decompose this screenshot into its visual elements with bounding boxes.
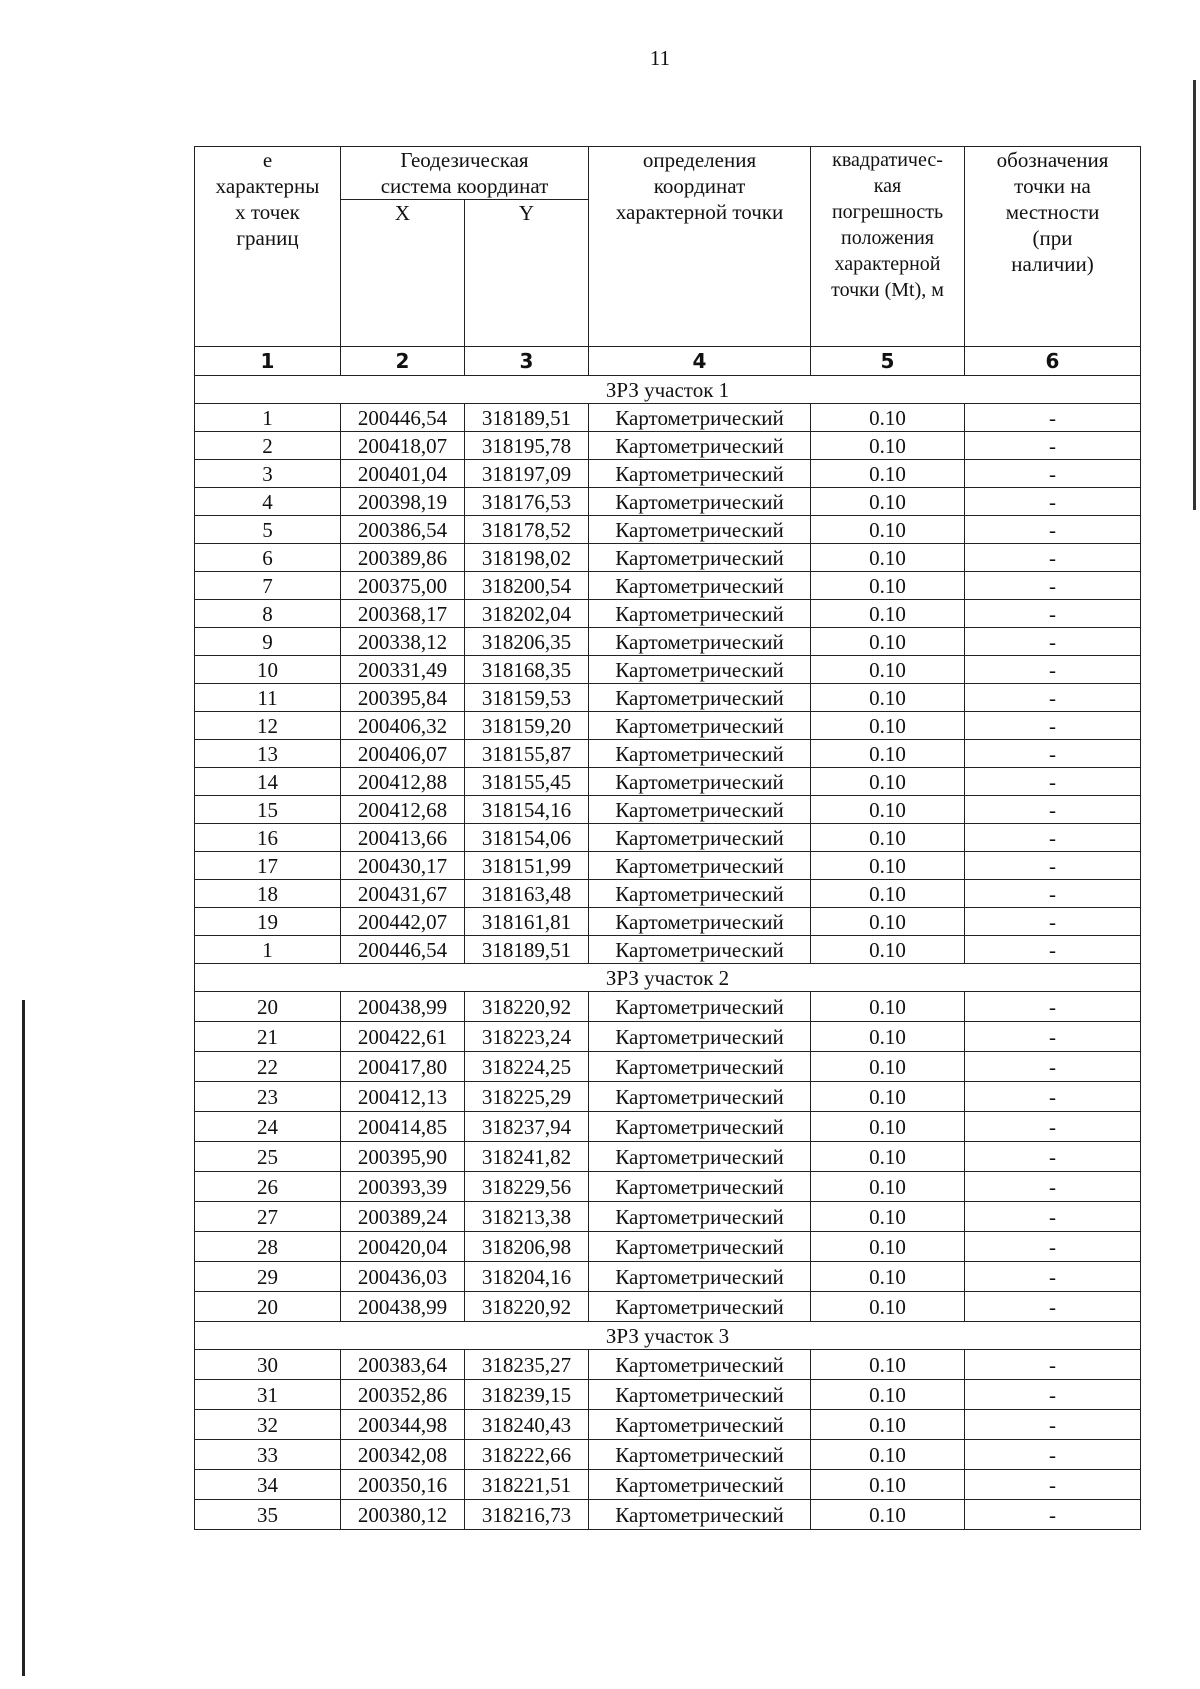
accuracy-cell: 0.10 [811, 740, 965, 768]
table-row [195, 460, 1141, 488]
table-row [195, 432, 1141, 460]
method-cell: Картометрический [589, 880, 811, 908]
method-cell: Картометрический [589, 1052, 811, 1082]
column-number: 5 [811, 347, 965, 376]
table-row [195, 1202, 1141, 1232]
point-number-cell: 1 [195, 936, 341, 964]
header-x: X [341, 200, 465, 347]
x-coordinate-cell: 200380,12 [341, 1500, 465, 1530]
y-coordinate-cell: 318206,35 [465, 628, 589, 656]
x-coordinate-cell: 200420,04 [341, 1232, 465, 1262]
point-number-cell: 35 [195, 1500, 341, 1530]
point-number-cell: 11 [195, 684, 341, 712]
table-row [195, 1082, 1141, 1112]
column-number: 2 [341, 347, 465, 376]
method-cell: Картометрический [589, 1380, 811, 1410]
x-coordinate-cell: 200422,61 [341, 1022, 465, 1052]
marking-cell: - [965, 684, 1141, 712]
marking-cell: - [965, 1082, 1141, 1112]
method-cell: Картометрический [589, 1470, 811, 1500]
y-coordinate-cell: 318224,25 [465, 1052, 589, 1082]
x-coordinate-cell: 200406,32 [341, 712, 465, 740]
x-coordinate-cell: 200342,08 [341, 1440, 465, 1470]
y-coordinate-cell: 318237,94 [465, 1112, 589, 1142]
marking-cell: - [965, 1232, 1141, 1262]
y-coordinate-cell: 318204,16 [465, 1262, 589, 1292]
table-row [195, 740, 1141, 768]
method-cell: Картометрический [589, 824, 811, 852]
accuracy-cell: 0.10 [811, 936, 965, 964]
marking-cell: - [965, 1440, 1141, 1470]
y-coordinate-cell: 318168,35 [465, 656, 589, 684]
table-row [195, 1172, 1141, 1202]
table-row [195, 1440, 1141, 1470]
accuracy-cell: 0.10 [811, 684, 965, 712]
marking-cell: - [965, 432, 1141, 460]
point-number-cell: 13 [195, 740, 341, 768]
y-coordinate-cell: 318241,82 [465, 1142, 589, 1172]
table-row [195, 1232, 1141, 1262]
x-coordinate-cell: 200344,98 [341, 1410, 465, 1440]
header-method: определения координат характерной точки [589, 147, 811, 347]
y-coordinate-cell: 318240,43 [465, 1410, 589, 1440]
table-row [195, 404, 1141, 432]
y-coordinate-cell: 318198,02 [465, 544, 589, 572]
marking-cell: - [965, 1262, 1141, 1292]
marking-cell: - [965, 1202, 1141, 1232]
point-number-cell: 15 [195, 796, 341, 824]
header-y: Y [465, 200, 589, 347]
y-coordinate-cell: 318151,99 [465, 852, 589, 880]
method-cell: Картометрический [589, 600, 811, 628]
y-coordinate-cell: 318154,16 [465, 796, 589, 824]
marking-cell: - [965, 1142, 1141, 1172]
y-coordinate-cell: 318206,98 [465, 1232, 589, 1262]
x-coordinate-cell: 200436,03 [341, 1262, 465, 1292]
y-coordinate-cell: 318176,53 [465, 488, 589, 516]
point-number-cell: 30 [195, 1350, 341, 1380]
table-row [195, 908, 1141, 936]
point-number-cell: 32 [195, 1410, 341, 1440]
accuracy-cell: 0.10 [811, 852, 965, 880]
accuracy-cell: 0.10 [811, 992, 965, 1022]
accuracy-cell: 0.10 [811, 460, 965, 488]
method-cell: Картометрический [589, 460, 811, 488]
table-row [195, 880, 1141, 908]
y-coordinate-cell: 318159,20 [465, 712, 589, 740]
marking-cell: - [965, 740, 1141, 768]
table-row [195, 1022, 1141, 1052]
section-header-row [195, 1322, 1141, 1350]
x-coordinate-cell: 200412,68 [341, 796, 465, 824]
x-coordinate-cell: 200414,85 [341, 1112, 465, 1142]
column-number: 4 [589, 347, 811, 376]
x-coordinate-cell: 200418,07 [341, 432, 465, 460]
method-cell: Картометрический [589, 1262, 811, 1292]
marking-cell: - [965, 852, 1141, 880]
accuracy-cell: 0.10 [811, 1470, 965, 1500]
marking-cell: - [965, 908, 1141, 936]
x-coordinate-cell: 200413,66 [341, 824, 465, 852]
point-number-cell: 8 [195, 600, 341, 628]
x-coordinate-cell: 200383,64 [341, 1350, 465, 1380]
marking-cell: - [965, 880, 1141, 908]
marking-cell: - [965, 1350, 1141, 1380]
marking-cell: - [965, 1410, 1141, 1440]
header-accuracy: квадратичес- кая погрешность положения характерной точки (Mt), м [811, 147, 965, 347]
accuracy-cell: 0.10 [811, 1142, 965, 1172]
method-cell: Картометрический [589, 1350, 811, 1380]
accuracy-cell: 0.10 [811, 768, 965, 796]
accuracy-cell: 0.10 [811, 824, 965, 852]
marking-cell: - [965, 712, 1141, 740]
x-coordinate-cell: 200386,54 [341, 516, 465, 544]
method-cell: Картометрический [589, 852, 811, 880]
method-cell: Картометрический [589, 908, 811, 936]
accuracy-cell: 0.10 [811, 572, 965, 600]
x-coordinate-cell: 200446,54 [341, 404, 465, 432]
method-cell: Картометрический [589, 1232, 811, 1262]
y-coordinate-cell: 318197,09 [465, 460, 589, 488]
table-row [195, 1262, 1141, 1292]
point-number-cell: 4 [195, 488, 341, 516]
point-number-cell: 20 [195, 992, 341, 1022]
x-coordinate-cell: 200431,67 [341, 880, 465, 908]
accuracy-cell: 0.10 [811, 1410, 965, 1440]
method-cell: Картометрический [589, 656, 811, 684]
method-cell: Картометрический [589, 432, 811, 460]
x-coordinate-cell: 200338,12 [341, 628, 465, 656]
marking-cell: - [965, 824, 1141, 852]
marking-cell: - [965, 992, 1141, 1022]
point-number-cell: 24 [195, 1112, 341, 1142]
method-cell: Картометрический [589, 684, 811, 712]
method-cell: Картометрический [589, 1440, 811, 1470]
x-coordinate-cell: 200393,39 [341, 1172, 465, 1202]
y-coordinate-cell: 318220,92 [465, 1292, 589, 1322]
y-coordinate-cell: 318195,78 [465, 432, 589, 460]
y-coordinate-cell: 318155,45 [465, 768, 589, 796]
point-number-cell: 10 [195, 656, 341, 684]
x-coordinate-cell: 200368,17 [341, 600, 465, 628]
section-title: ЗРЗ участок 2 [195, 964, 1141, 992]
x-coordinate-cell: 200375,00 [341, 572, 465, 600]
point-number-cell: 26 [195, 1172, 341, 1202]
point-number-cell: 25 [195, 1142, 341, 1172]
method-cell: Картометрический [589, 1500, 811, 1530]
method-cell: Картометрический [589, 796, 811, 824]
table-row [195, 516, 1141, 544]
x-coordinate-cell: 200406,07 [341, 740, 465, 768]
table-row [195, 992, 1141, 1022]
accuracy-cell: 0.10 [811, 908, 965, 936]
point-number-cell: 28 [195, 1232, 341, 1262]
section-header-row [195, 964, 1141, 992]
marking-cell: - [965, 488, 1141, 516]
x-coordinate-cell: 200430,17 [341, 852, 465, 880]
table-row [195, 768, 1141, 796]
accuracy-cell: 0.10 [811, 1500, 965, 1530]
marking-cell: - [965, 572, 1141, 600]
x-coordinate-cell: 200350,16 [341, 1470, 465, 1500]
x-coordinate-cell: 200401,04 [341, 460, 465, 488]
marking-cell: - [965, 600, 1141, 628]
method-cell: Картометрический [589, 1292, 811, 1322]
y-coordinate-cell: 318213,38 [465, 1202, 589, 1232]
marking-cell: - [965, 516, 1141, 544]
x-coordinate-cell: 200412,13 [341, 1082, 465, 1112]
y-coordinate-cell: 318222,66 [465, 1440, 589, 1470]
table-row [195, 572, 1141, 600]
marking-cell: - [965, 460, 1141, 488]
marking-cell: - [965, 1022, 1141, 1052]
point-number-cell: 18 [195, 880, 341, 908]
method-cell: Картометрический [589, 1112, 811, 1142]
point-number-cell: 5 [195, 516, 341, 544]
section-title: ЗРЗ участок 1 [195, 376, 1141, 404]
column-number: 3 [465, 347, 589, 376]
table-row [195, 1380, 1141, 1410]
accuracy-cell: 0.10 [811, 1292, 965, 1322]
accuracy-cell: 0.10 [811, 1262, 965, 1292]
marking-cell: - [965, 1172, 1141, 1202]
x-coordinate-cell: 200438,99 [341, 1292, 465, 1322]
table-row [195, 712, 1141, 740]
accuracy-cell: 0.10 [811, 1082, 965, 1112]
method-cell: Картометрический [589, 712, 811, 740]
point-number-cell: 6 [195, 544, 341, 572]
coordinates-table [194, 146, 1141, 1530]
y-coordinate-cell: 318235,27 [465, 1350, 589, 1380]
y-coordinate-cell: 318189,51 [465, 404, 589, 432]
method-cell: Картометрический [589, 936, 811, 964]
point-number-cell: 29 [195, 1262, 341, 1292]
x-coordinate-cell: 200331,49 [341, 656, 465, 684]
accuracy-cell: 0.10 [811, 880, 965, 908]
method-cell: Картометрический [589, 1022, 811, 1052]
table-row [195, 1500, 1141, 1530]
marking-cell: - [965, 1380, 1141, 1410]
y-coordinate-cell: 318229,56 [465, 1172, 589, 1202]
point-number-cell: 34 [195, 1470, 341, 1500]
y-coordinate-cell: 318221,51 [465, 1470, 589, 1500]
accuracy-cell: 0.10 [811, 1380, 965, 1410]
point-number-cell: 14 [195, 768, 341, 796]
x-coordinate-cell: 200446,54 [341, 936, 465, 964]
method-cell: Картометрический [589, 1082, 811, 1112]
accuracy-cell: 0.10 [811, 656, 965, 684]
y-coordinate-cell: 318159,53 [465, 684, 589, 712]
section-title: ЗРЗ участок 3 [195, 1322, 1141, 1350]
method-cell: Картометрический [589, 488, 811, 516]
x-coordinate-cell: 200417,80 [341, 1052, 465, 1082]
accuracy-cell: 0.10 [811, 488, 965, 516]
marking-cell: - [965, 796, 1141, 824]
accuracy-cell: 0.10 [811, 432, 965, 460]
table-row [195, 852, 1141, 880]
marking-cell: - [965, 768, 1141, 796]
table-row [195, 1470, 1141, 1500]
x-coordinate-cell: 200389,24 [341, 1202, 465, 1232]
y-coordinate-cell: 318189,51 [465, 936, 589, 964]
accuracy-cell: 0.10 [811, 404, 965, 432]
accuracy-cell: 0.10 [811, 1112, 965, 1142]
table-row [195, 1142, 1141, 1172]
x-coordinate-cell: 200395,84 [341, 684, 465, 712]
point-number-cell: 9 [195, 628, 341, 656]
table-row [195, 600, 1141, 628]
point-number-cell: 12 [195, 712, 341, 740]
point-number-cell: 16 [195, 824, 341, 852]
point-number-cell: 2 [195, 432, 341, 460]
x-coordinate-cell: 200395,90 [341, 1142, 465, 1172]
method-cell: Картометрический [589, 516, 811, 544]
y-coordinate-cell: 318223,24 [465, 1022, 589, 1052]
y-coordinate-cell: 318161,81 [465, 908, 589, 936]
column-number: 1 [195, 347, 341, 376]
marking-cell: - [965, 628, 1141, 656]
header-marking: обозначения точки на местности (при наличии) [965, 147, 1141, 347]
marking-cell: - [965, 656, 1141, 684]
y-coordinate-cell: 318163,48 [465, 880, 589, 908]
x-coordinate-cell: 200438,99 [341, 992, 465, 1022]
y-coordinate-cell: 318225,29 [465, 1082, 589, 1112]
y-coordinate-cell: 318202,04 [465, 600, 589, 628]
x-coordinate-cell: 200389,86 [341, 544, 465, 572]
marking-cell: - [965, 1500, 1141, 1530]
y-coordinate-cell: 318155,87 [465, 740, 589, 768]
point-number-cell: 17 [195, 852, 341, 880]
table-row [195, 656, 1141, 684]
point-number-cell: 31 [195, 1380, 341, 1410]
header-coordinate-system: Геодезическая система координат [341, 147, 589, 200]
point-number-cell: 21 [195, 1022, 341, 1052]
accuracy-cell: 0.10 [811, 1440, 965, 1470]
marking-cell: - [965, 1292, 1141, 1322]
method-cell: Картометрический [589, 1202, 811, 1232]
point-number-cell: 22 [195, 1052, 341, 1082]
scan-edge-line [22, 1000, 25, 1676]
y-coordinate-cell: 318200,54 [465, 572, 589, 600]
point-number-cell: 1 [195, 404, 341, 432]
y-coordinate-cell: 318239,15 [465, 1380, 589, 1410]
method-cell: Картометрический [589, 740, 811, 768]
accuracy-cell: 0.10 [811, 1350, 965, 1380]
method-cell: Картометрический [589, 1410, 811, 1440]
column-number: 6 [965, 347, 1141, 376]
point-number-cell: 19 [195, 908, 341, 936]
accuracy-cell: 0.10 [811, 1232, 965, 1262]
table-row [195, 1350, 1141, 1380]
method-cell: Картометрический [589, 572, 811, 600]
method-cell: Картометрический [589, 628, 811, 656]
table-row [195, 1292, 1141, 1322]
table-row [195, 544, 1141, 572]
table-body [195, 376, 1141, 1530]
accuracy-cell: 0.10 [811, 1052, 965, 1082]
accuracy-cell: 0.10 [811, 712, 965, 740]
table-row [195, 1052, 1141, 1082]
table-row [195, 824, 1141, 852]
table-row [195, 488, 1141, 516]
page-number: 11 [649, 46, 671, 70]
method-cell: Картометрический [589, 404, 811, 432]
point-number-cell: 3 [195, 460, 341, 488]
accuracy-cell: 0.10 [811, 600, 965, 628]
table-row [195, 796, 1141, 824]
accuracy-cell: 0.10 [811, 1022, 965, 1052]
x-coordinate-cell: 200442,07 [341, 908, 465, 936]
accuracy-cell: 0.10 [811, 544, 965, 572]
table-row [195, 684, 1141, 712]
marking-cell: - [965, 1052, 1141, 1082]
accuracy-cell: 0.10 [811, 516, 965, 544]
accuracy-cell: 0.10 [811, 1202, 965, 1232]
table-row [195, 1410, 1141, 1440]
header-point-number: е характерны х точек границ [195, 147, 341, 347]
marking-cell: - [965, 1112, 1141, 1142]
marking-cell: - [965, 404, 1141, 432]
x-coordinate-cell: 200398,19 [341, 488, 465, 516]
y-coordinate-cell: 318154,06 [465, 824, 589, 852]
table-row [195, 936, 1141, 964]
method-cell: Картометрический [589, 1172, 811, 1202]
method-cell: Картометрический [589, 768, 811, 796]
table-row [195, 628, 1141, 656]
y-coordinate-cell: 318216,73 [465, 1500, 589, 1530]
point-number-cell: 23 [195, 1082, 341, 1112]
marking-cell: - [965, 936, 1141, 964]
table-row [195, 1112, 1141, 1142]
accuracy-cell: 0.10 [811, 1172, 965, 1202]
point-number-cell: 27 [195, 1202, 341, 1232]
section-header-row [195, 376, 1141, 404]
accuracy-cell: 0.10 [811, 628, 965, 656]
x-coordinate-cell: 200412,88 [341, 768, 465, 796]
point-number-cell: 33 [195, 1440, 341, 1470]
marking-cell: - [965, 544, 1141, 572]
method-cell: Картометрический [589, 1142, 811, 1172]
y-coordinate-cell: 318220,92 [465, 992, 589, 1022]
y-coordinate-cell: 318178,52 [465, 516, 589, 544]
scan-edge-line [1193, 80, 1196, 510]
x-coordinate-cell: 200352,86 [341, 1380, 465, 1410]
method-cell: Картометрический [589, 544, 811, 572]
accuracy-cell: 0.10 [811, 796, 965, 824]
point-number-cell: 20 [195, 1292, 341, 1322]
point-number-cell: 7 [195, 572, 341, 600]
marking-cell: - [965, 1470, 1141, 1500]
method-cell: Картометрический [589, 992, 811, 1022]
